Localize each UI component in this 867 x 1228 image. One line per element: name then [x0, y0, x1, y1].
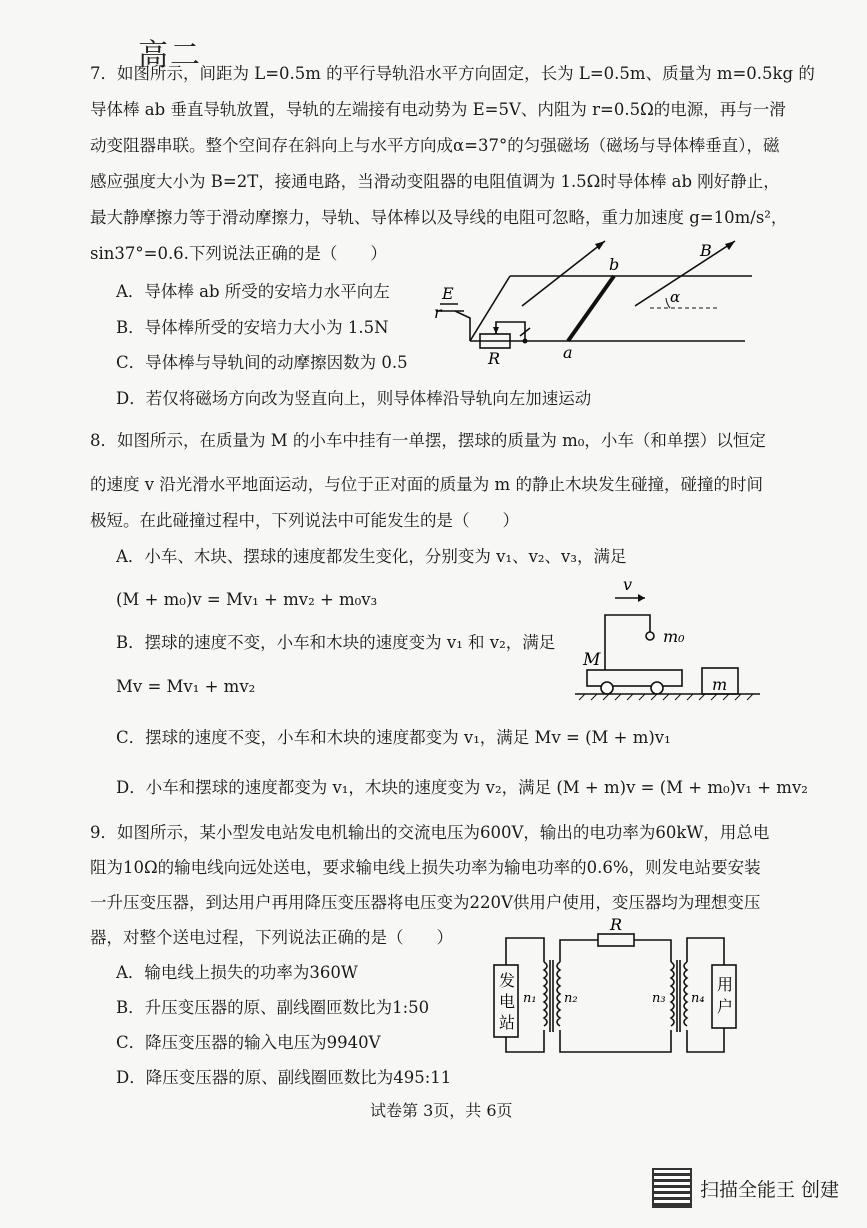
handwritten-grade-note: 高二 [138, 38, 202, 73]
q9-line: 器，对整个送电过程，下列说法正确的是（ ） [90, 928, 453, 947]
q7-label-e: E [442, 284, 454, 303]
q8-option-a-equation: (M + m₀)v = Mv₁ + mv₂ + m₀v₃ [116, 590, 378, 609]
q9-label-n1: n₁ [523, 991, 537, 1006]
q7-option-d: D．若仅将磁场方向改为竖直向上，则导体棒沿导轨向左加速运动 [116, 389, 592, 408]
q8-label-cart-mass: M [583, 650, 601, 670]
q7-line: sin37°=0.6.下列说法正确的是（ ） [90, 244, 387, 263]
q9-user-char: 用 [717, 975, 734, 994]
q7-line: 最大静摩擦力等于滑动摩擦力，导轨、导体棒以及导线的电阻可忽略，重力加速度 g=10m/s²， [90, 208, 788, 227]
q8-label-pendulum-mass: m₀ [663, 627, 685, 646]
q7-label-b: b [609, 255, 620, 274]
q9-label-resistor: R [610, 915, 623, 934]
q8-line: 的速度 v 沿光滑水平地面运动，与位于正对面的质量为 m 的静止木块发生碰撞，碰撞的时间 [90, 475, 763, 494]
q9-transmission-diagram [490, 915, 760, 1060]
q8-label-block-mass: m [712, 675, 728, 694]
q9-option-c: C．降压变压器的输入电压为9940V [116, 1033, 381, 1052]
q7-line: 7．如图所示，间距为 L=0.5m 的平行导轨沿水平方向固定，长为 L=0.5m、质量为 m=0.5kg 的 [90, 64, 815, 83]
q8-line: 8．如图所示，在质量为 M 的小车中挂有一单摆，摆球的质量为 m₀，小车（和单摆）以恒定 [90, 431, 766, 450]
q7-option-c: C．导体棒与导轨间的动摩擦因数为 0.5 [116, 353, 408, 372]
q7-line: 导体棒 ab 垂直导轨放置，导轨的左端接有电动势为 E=5V、内阻为 r=0.5Ω的电源，再与一滑 [90, 100, 786, 119]
q9-label-n4: n₄ [691, 991, 705, 1006]
qr-code-icon [652, 1168, 692, 1208]
q9-station-char: 电 [499, 992, 516, 1011]
q7-line: 动变阻器串联。整个空间存在斜向上与水平方向成α=37°的匀强磁场（磁场与导体棒垂直），磁 [90, 136, 780, 155]
q8-option-b-equation: Mv = Mv₁ + mv₂ [116, 677, 256, 696]
q7-line: 感应强度大小为 B=2T，接通电路，当滑动变阻器的电阻值调为 1.5Ω时导体棒 ab 刚好静止， [90, 172, 780, 191]
q7-label-field: B [700, 241, 712, 260]
q7-label-r: r [434, 303, 442, 322]
q7-label-a: a [563, 343, 573, 362]
q8-option-a: A．小车、木块、摆球的速度都发生变化，分别变为 v₁、v₂、v₃，满足 [116, 547, 627, 566]
q9-option-a: A．输电线上损失的功率为360W [116, 963, 358, 982]
q7-option-a: A．导体棒 ab 所受的安培力水平向左 [116, 282, 390, 301]
q8-option-d: D．小车和摆球的速度都变为 v₁，木块的速度变为 v₂，满足 (M + m)v = (M + m₀)v₁ + mv₂ [116, 778, 808, 797]
q8-cart-pendulum-diagram [575, 570, 765, 705]
q9-option-b: B．升压变压器的原、副线圈匝数比为1:50 [116, 998, 430, 1017]
scanner-watermark: 扫描全能王 创建 [700, 1179, 840, 1201]
q9-label-n3: n₃ [652, 991, 666, 1006]
page-footer: 试卷第 3页，共 6页 [370, 1101, 513, 1120]
q8-label-velocity: v [623, 575, 633, 594]
q9-station-char: 站 [499, 1013, 516, 1032]
q9-line: 阻为10Ω的输电线向远处送电，要求输电线上损失功率为输电功率的0.6%，则发电站要安装 [90, 858, 761, 877]
q7-option-b: B．导体棒所受的安培力大小为 1.5N [116, 318, 389, 337]
q9-user-char: 户 [717, 997, 734, 1016]
q7-label-resistor: R [488, 349, 501, 368]
q8-option-c: C．摆球的速度不变，小车和木块的速度都变为 v₁，满足 Mv = (M + m)v₁ [116, 728, 671, 747]
q9-option-d: D．降压变压器的原、副线圈匝数比为495:11 [116, 1068, 452, 1087]
q8-line: 极短。在此碰撞过程中，下列说法中可能发生的是（ ） [90, 511, 519, 530]
q9-line: 9．如图所示，某小型发电站发电机输出的交流电压为600V，输出的电功率为60kW，用总电 [90, 823, 770, 842]
q8-option-b: B．摆球的速度不变，小车和木块的速度变为 v₁ 和 v₂，满足 [116, 633, 556, 652]
q9-line: 一升压变压器，到达用户再用降压变压器将电压变为220V供用户使用，变压器均为理想变压 [90, 893, 761, 912]
q7-label-alpha: α [670, 288, 681, 306]
q9-label-n2: n₂ [564, 991, 578, 1006]
q7-rail-diagram [430, 236, 760, 366]
q9-station-char: 发 [499, 971, 516, 990]
